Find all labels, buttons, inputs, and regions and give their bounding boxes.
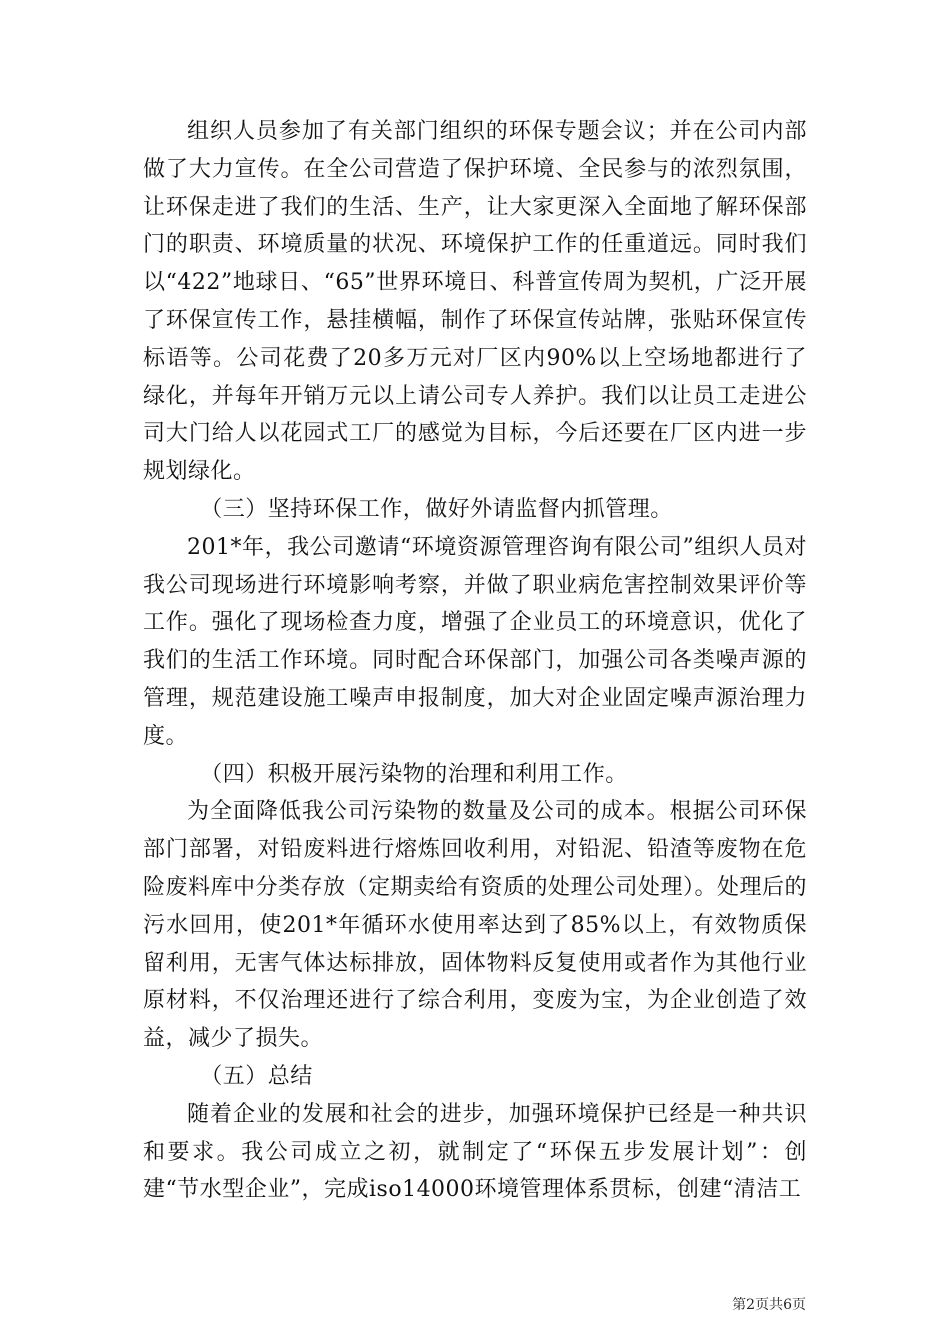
document-body [143, 113, 807, 1209]
paragraph-environmental-publicity: 组织人员参加了有关部门组织的环保专题会议；并在公司内部做了大力宣传。在全公司营造了保护环境、全民参与的浓烈氛围，让环保走进了我们的生活、生产，让大家更深入全面地了解环保部门的职责、环境质量的状况、环境保护工作的任重道远。同时我们以“422”地球日、“65”世界环境日、科普宣传周为契机，广泛开展了环保宣传工作，悬挂横幅，制作了环保宣传站牌，张贴环保宣传标语等。公司花费了20多万元对厂区内90%以上空场地都进行了绿化，并每年开销万元以上请公司专人养护。我们以让员工走进公司大门给人以花园式工厂的感觉为目标，今后还要在厂区内进一步规划绿化。 [143, 119, 807, 485]
section-heading-four: （四）积极开展污染物的治理和利用工作。 [200, 761, 628, 787]
paragraph-pollutant-treatment: 为全面降低我公司污染物的数量及公司的成本。根据公司环保部门部署，对铅废料进行熔炼回收利用，对铅泥、铅渣等废物在危险废料库中分类存放（定期卖给有资质的处理公司处理）。处理后的污水回用，使201*年循环水使用率达到了85%以上，有效物质保留利用，无害气体达标排放，固体物料反复使用或者作为其他行业原材料，不仅治理还进行了综合利用，变废为宝，为企业创造了效益，减少了损失。 [143, 799, 808, 1052]
paragraph-summary: 随着企业的发展和社会的进步，加强环境保护已经是一种共识和要求。我公司成立之初，就制定了“环保五步发展计划”：创建“节水型企业”，完成iso14000环境管理体系贯标，创建“清洁工 [143, 1101, 807, 1203]
section-heading-three: （三）坚持环保工作，做好外请监督内抓管理。 [200, 496, 673, 522]
paragraph-external-supervision: 201*年，我公司邀请“环境资源管理咨询有限公司”组织人员对我公司现场进行环境影响考察，并做了职业病危害控制效果评价等工作。强化了现场检查力度，增强了企业员工的环境意识，优化了我们的生活工作环境。同时配合环保部门，加强公司各类噪声源的管理，规范建设施工噪声申报制度，加大对企业固定噪声源治理力度。 [143, 534, 807, 749]
page-number: 第2页共6页 [732, 1297, 806, 1313]
section-heading-five: （五）总结 [200, 1063, 313, 1089]
